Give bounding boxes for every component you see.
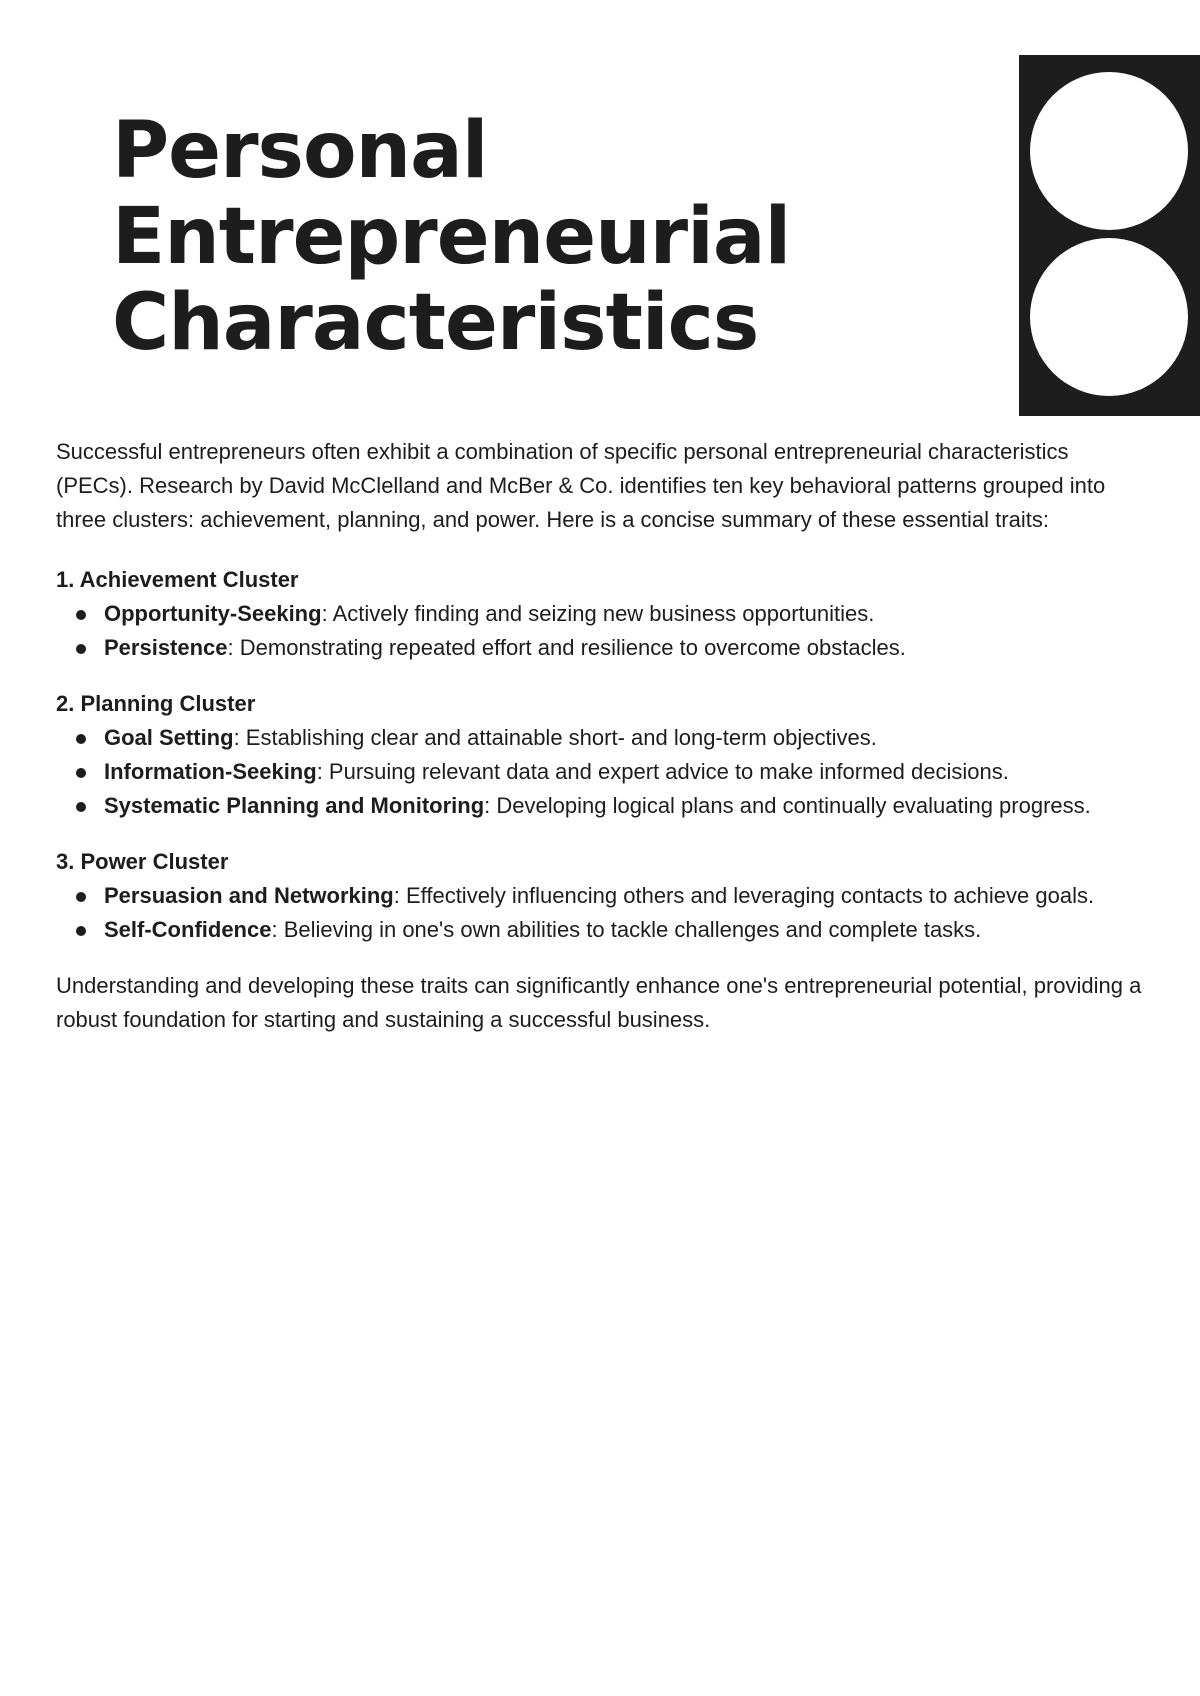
list-item [56,789,1146,823]
trait-list [56,597,1146,665]
trait-name: Goal Setting [104,725,234,750]
trait-description: : Establishing clear and attainable short- and long-term objectives. [233,725,877,750]
trait-list [56,879,1146,947]
list-item [56,879,1146,913]
list-item [56,755,1146,789]
list-item [56,597,1146,631]
document-body [56,435,1146,1037]
trait-list [56,721,1146,823]
trait-description: : Actively finding and seizing new business opportunities. [321,601,875,626]
trait-name: Persuasion and Networking [104,883,394,908]
list-item [56,631,1146,665]
bullet-icon [76,926,86,936]
page-title [112,108,872,366]
decorative-circle-bottom [1030,238,1188,396]
trait-name: Opportunity-Seeking [104,601,322,626]
conclusion-paragraph: Understanding and developing these traits can significantly enhance one's entrepreneurial potential, providing a robust foundation for starting and sustaining a successful business. [56,973,1142,1032]
trait-name: Self-Confidence [104,917,272,942]
bullet-icon [76,644,86,654]
list-item [56,913,1146,947]
trait-description: : Effectively influencing others and leveraging contacts to achieve goals. [393,883,1095,908]
cluster-achievement [56,563,1146,665]
trait-name: Information-Seeking [104,759,317,784]
cluster-planning [56,687,1146,823]
title-line-3: Characteristics [112,278,759,368]
cluster-heading: 3. Power Cluster [56,849,229,874]
trait-description: : Believing in one's own abilities to tackle challenges and complete tasks. [271,917,982,942]
cluster-power [56,845,1146,947]
decorative-circle-top [1030,72,1188,230]
bullet-icon [76,610,86,620]
bullet-icon [76,802,86,812]
list-item [56,721,1146,755]
title-line-1: Personal [112,106,488,196]
bullet-icon [76,768,86,778]
trait-description: : Developing logical plans and continually evaluating progress. [484,793,1091,818]
trait-name: Systematic Planning and Monitoring [104,793,485,818]
bullet-icon [76,892,86,902]
trait-name: Persistence [104,635,228,660]
trait-description: : Demonstrating repeated effort and resilience to overcome obstacles. [227,635,906,660]
trait-description: : Pursuing relevant data and expert advice to make informed decisions. [316,759,1009,784]
cluster-heading: 1. Achievement Cluster [56,567,299,592]
intro-paragraph: Successful entrepreneurs often exhibit a combination of specific personal entrepreneurial characteristics (PECs). Research by David McClelland and McBer & Co. identifies ten key behavioral patterns grouped into three clusters: achievement, planning, and power. Here is a concise summary of these essential traits: [56,439,1106,532]
title-line-2: Entrepreneurial [112,192,791,282]
cluster-heading: 2. Planning Cluster [56,691,256,716]
decorative-block [1019,55,1200,416]
bullet-icon [76,734,86,744]
